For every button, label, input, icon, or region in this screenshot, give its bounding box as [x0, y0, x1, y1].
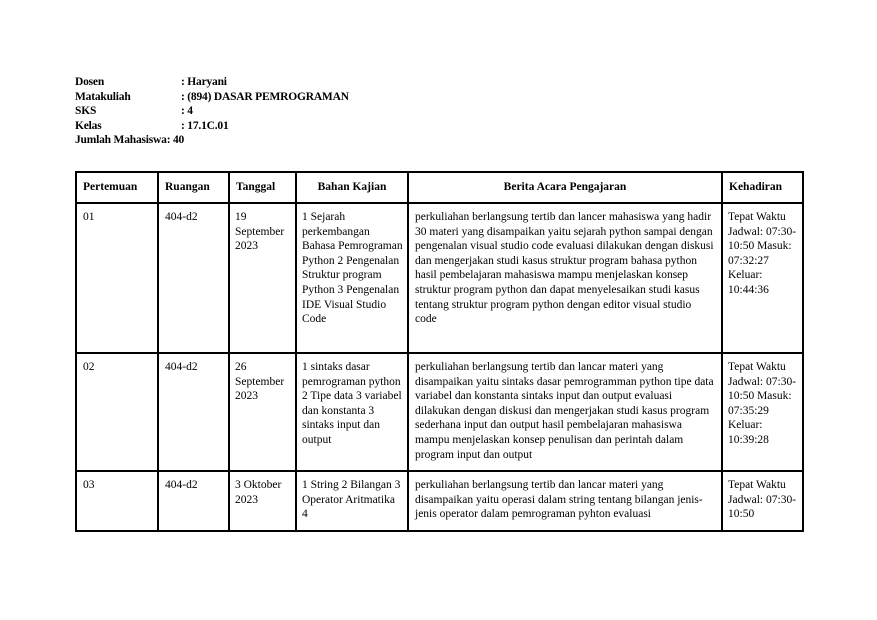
sks-row: [75, 104, 349, 119]
berita-acara-cell: perkuliahan berlangsung tertib dan lancar materi yang disampaikan yaitu operasi dalam string tentang bilangan jenis-jenis operator dalam pemrograman pyhton evaluasi: [408, 471, 722, 531]
pertemuan-cell: 03: [76, 471, 158, 531]
bahan-kajian-cell: 1 String 2 Bilangan 3 Operator Aritmatika 4: [296, 471, 408, 531]
kelas-value: : 17.1C.01: [181, 119, 229, 132]
jumlah-mahasiswa-label: Jumlah Mahasiswa: [75, 134, 167, 146]
matakuliah-value: : (894) DASAR PEMROGRAMAN: [181, 90, 349, 103]
kehadiran-cell: Tepat Waktu Jadwal: 07:30-10:50 Masuk: 07:35:29 Keluar: 10:39:28: [722, 353, 803, 471]
jumlah-mahasiswa-value: : 40: [166, 134, 185, 146]
matakuliah-row: [75, 90, 349, 105]
kelas-label: Kelas: [75, 119, 102, 132]
dosen-value: : Haryani: [181, 76, 227, 88]
ruangan-cell: 404-d2: [158, 471, 229, 531]
berita-acara-cell: perkuliahan berlangsung tertib dan lancer mahasiswa yang hadir 30 materi yang disampaikan yaitu sejarah python sampai dengan pengenalan visual studio code evaluasi dilakukan dengan diskusi dan mengerjakan studi kasus struktur program bahasa python hasil pembelajaran mahasiswa mampu menjelaskan konsep struktur program python dan dapat menyelesaikan studi kasus tentang struktur program python dengan editor visual studio code: [408, 203, 722, 353]
tanggal-cell: 26 September 2023: [229, 353, 296, 471]
dosen-row: [75, 75, 349, 90]
tanggal-cell: 3 Oktober 2023: [229, 471, 296, 531]
pertemuan-cell: 02: [76, 353, 158, 471]
column-header-bahan-kajian: Bahan Kajian: [296, 172, 408, 203]
berita-acara-table: [75, 171, 804, 532]
column-header-ruangan: Ruangan: [158, 172, 229, 203]
course-header: [75, 75, 349, 148]
dosen-label: Dosen: [75, 76, 105, 88]
table-row: [76, 353, 803, 471]
pertemuan-cell: 01: [76, 203, 158, 353]
kehadiran-cell: Tepat Waktu Jadwal: 07:30-10:50: [722, 471, 803, 531]
kelas-row: [75, 119, 349, 134]
bahan-kajian-cell: 1 Sejarah perkembangan Bahasa Pemrograman Python 2 Pengenalan Struktur program Python 3 Pengenalan IDE Visual Studio Code: [296, 203, 408, 353]
tanggal-cell: 19 September 2023: [229, 203, 296, 353]
jumlah-mahasiswa-row: [75, 133, 349, 148]
berita-acara-cell: perkuliahan berlangsung tertib dan lancar materi yang disampaikan yaitu sintaks dasar pemrogramman python tipe data variabel dan konstanta sintaks input dan output evaluasi dilakukan dengan diskusi dan mengerjakan studi kasus program sederhana input dan output hasil pembelajaran mahasiswa mampu menjelaskan konsep penulisan dan perintah dalam program input dan output: [408, 353, 722, 471]
column-header-berita-acara: Berita Acara Pengajaran: [408, 172, 722, 203]
ruangan-cell: 404-d2: [158, 353, 229, 471]
sks-label: SKS: [75, 105, 97, 117]
column-header-pertemuan: Pertemuan: [76, 172, 158, 203]
column-header-tanggal: Tanggal: [229, 172, 296, 203]
kehadiran-cell: Tepat Waktu Jadwal: 07:30-10:50 Masuk: 07:32:27 Keluar: 10:44:36: [722, 203, 803, 353]
bahan-kajian-cell: 1 sintaks dasar pemrograman python 2 Tipe data 3 variabel dan konstanta 3 sintaks input dan output: [296, 353, 408, 471]
column-header-kehadiran: Kehadiran: [722, 172, 803, 203]
table-row: [76, 203, 803, 353]
ruangan-cell: 404-d2: [158, 203, 229, 353]
table-header-row: [76, 172, 803, 203]
table-row: [76, 471, 803, 531]
matakuliah-label: Matakuliah: [75, 90, 131, 103]
sks-value: : 4: [181, 105, 193, 117]
